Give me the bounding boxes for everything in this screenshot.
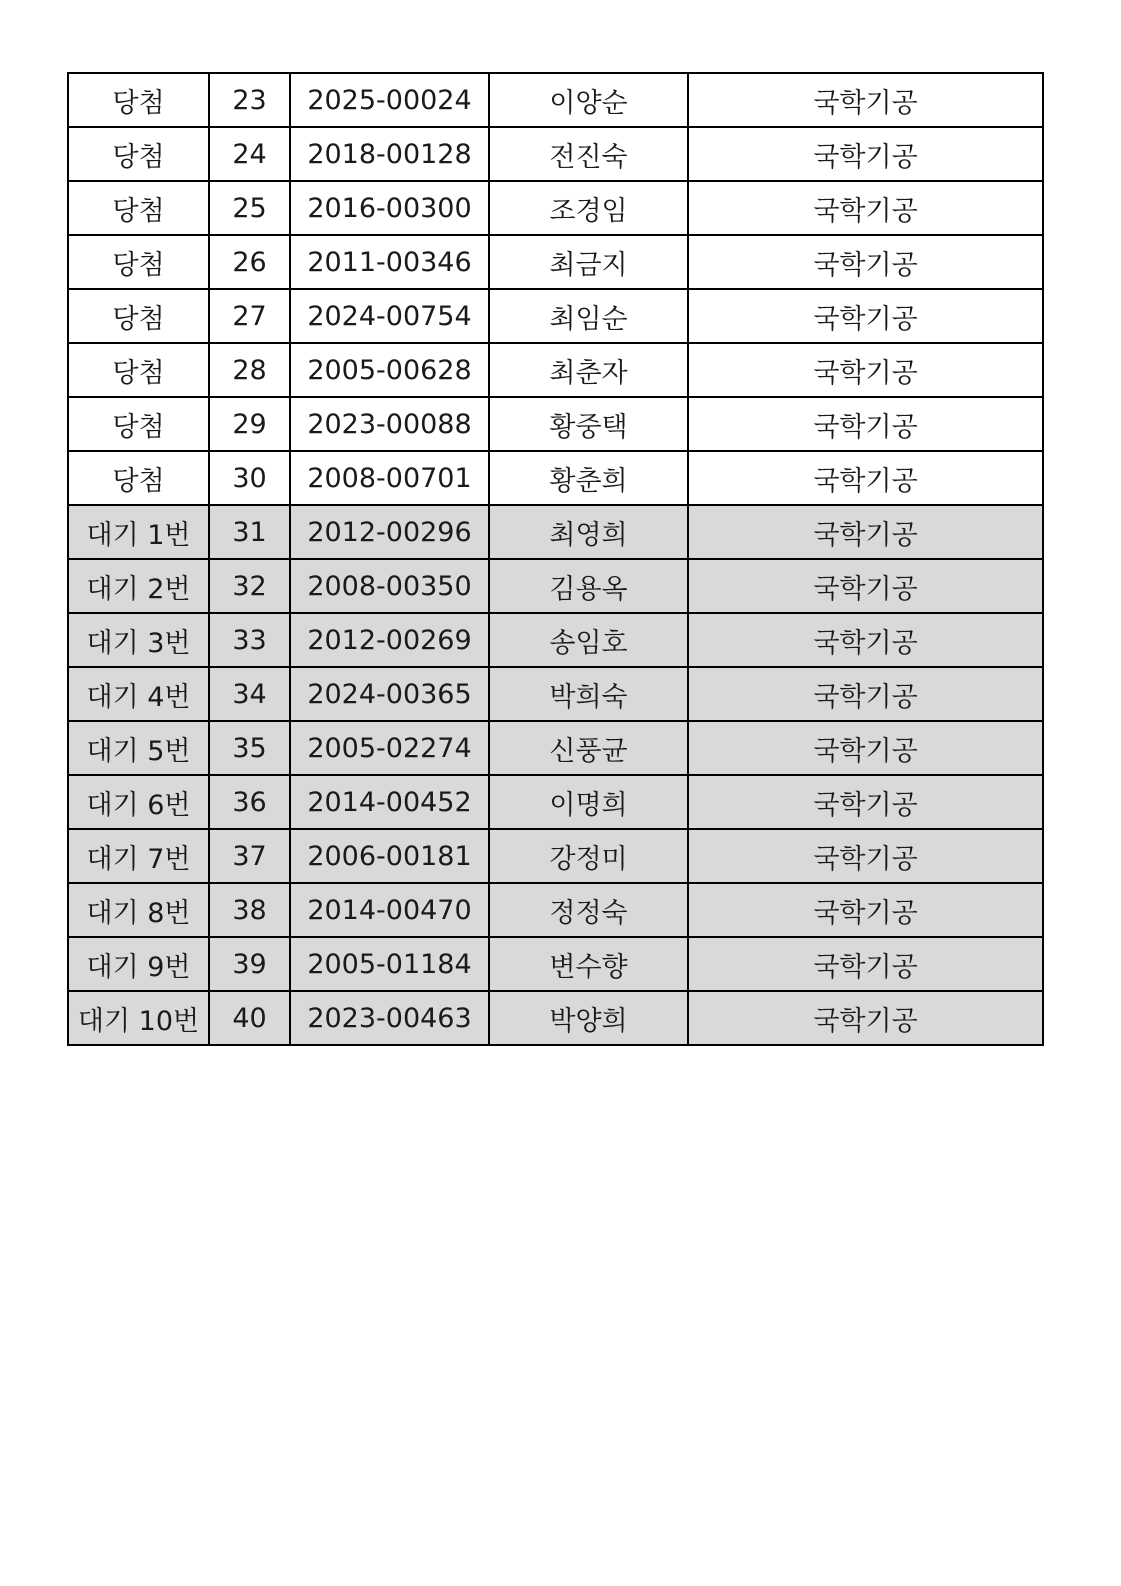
- number-cell: 31: [209, 505, 290, 559]
- waitlist-row: [68, 991, 1043, 1045]
- name-cell: 김용옥: [489, 559, 688, 613]
- class-cell: 국학기공: [688, 505, 1043, 559]
- class-cell: 국학기공: [688, 829, 1043, 883]
- status-cell: 당첨: [68, 289, 209, 343]
- status-cell: 대기 4번: [68, 667, 209, 721]
- number-cell: 37: [209, 829, 290, 883]
- waitlist-row: [68, 883, 1043, 937]
- number-cell: 39: [209, 937, 290, 991]
- status-cell: 대기 8번: [68, 883, 209, 937]
- number-cell: 27: [209, 289, 290, 343]
- status-cell: 대기 2번: [68, 559, 209, 613]
- number-cell: 26: [209, 235, 290, 289]
- registration-number-cell: 2012-00269: [290, 613, 489, 667]
- waitlist-row: [68, 613, 1043, 667]
- class-cell: 국학기공: [688, 181, 1043, 235]
- number-cell: 34: [209, 667, 290, 721]
- class-cell: 국학기공: [688, 937, 1043, 991]
- registration-number-cell: 2005-00628: [290, 343, 489, 397]
- status-cell: 대기 6번: [68, 775, 209, 829]
- class-cell: 국학기공: [688, 73, 1043, 127]
- class-cell: 국학기공: [688, 667, 1043, 721]
- number-cell: 23: [209, 73, 290, 127]
- registration-number-cell: 2006-00181: [290, 829, 489, 883]
- class-cell: 국학기공: [688, 451, 1043, 505]
- status-cell: 대기 7번: [68, 829, 209, 883]
- class-cell: 국학기공: [688, 343, 1043, 397]
- winner-row: [68, 397, 1043, 451]
- name-cell: 전진숙: [489, 127, 688, 181]
- registration-number-cell: 2025-00024: [290, 73, 489, 127]
- name-cell: 박희숙: [489, 667, 688, 721]
- status-cell: 대기 10번: [68, 991, 209, 1045]
- lottery-result-table-body: [68, 73, 1043, 1045]
- registration-number-cell: 2024-00754: [290, 289, 489, 343]
- status-cell: 당첨: [68, 73, 209, 127]
- number-cell: 32: [209, 559, 290, 613]
- registration-number-cell: 2005-01184: [290, 937, 489, 991]
- status-cell: 당첨: [68, 343, 209, 397]
- name-cell: 송임호: [489, 613, 688, 667]
- name-cell: 조경임: [489, 181, 688, 235]
- waitlist-row: [68, 667, 1043, 721]
- class-cell: 국학기공: [688, 613, 1043, 667]
- class-cell: 국학기공: [688, 127, 1043, 181]
- class-cell: 국학기공: [688, 775, 1043, 829]
- name-cell: 이양순: [489, 73, 688, 127]
- registration-number-cell: 2023-00463: [290, 991, 489, 1045]
- winner-row: [68, 127, 1043, 181]
- waitlist-row: [68, 937, 1043, 991]
- status-cell: 당첨: [68, 451, 209, 505]
- status-cell: 대기 3번: [68, 613, 209, 667]
- class-cell: 국학기공: [688, 397, 1043, 451]
- waitlist-row: [68, 721, 1043, 775]
- name-cell: 최임순: [489, 289, 688, 343]
- registration-number-cell: 2024-00365: [290, 667, 489, 721]
- registration-number-cell: 2016-00300: [290, 181, 489, 235]
- waitlist-row: [68, 829, 1043, 883]
- name-cell: 최춘자: [489, 343, 688, 397]
- name-cell: 황춘희: [489, 451, 688, 505]
- class-cell: 국학기공: [688, 235, 1043, 289]
- number-cell: 35: [209, 721, 290, 775]
- winner-row: [68, 181, 1043, 235]
- status-cell: 당첨: [68, 127, 209, 181]
- name-cell: 변수향: [489, 937, 688, 991]
- winner-row: [68, 73, 1043, 127]
- name-cell: 이명희: [489, 775, 688, 829]
- registration-number-cell: 2008-00350: [290, 559, 489, 613]
- class-cell: 국학기공: [688, 991, 1043, 1045]
- class-cell: 국학기공: [688, 721, 1043, 775]
- waitlist-row: [68, 775, 1043, 829]
- registration-number-cell: 2012-00296: [290, 505, 489, 559]
- waitlist-row: [68, 559, 1043, 613]
- name-cell: 최금지: [489, 235, 688, 289]
- class-cell: 국학기공: [688, 559, 1043, 613]
- class-cell: 국학기공: [688, 883, 1043, 937]
- status-cell: 당첨: [68, 397, 209, 451]
- waitlist-row: [68, 505, 1043, 559]
- winner-row: [68, 343, 1043, 397]
- status-cell: 대기 5번: [68, 721, 209, 775]
- number-cell: 33: [209, 613, 290, 667]
- class-cell: 국학기공: [688, 289, 1043, 343]
- status-cell: 대기 9번: [68, 937, 209, 991]
- number-cell: 24: [209, 127, 290, 181]
- number-cell: 36: [209, 775, 290, 829]
- registration-number-cell: 2014-00452: [290, 775, 489, 829]
- registration-number-cell: 2011-00346: [290, 235, 489, 289]
- name-cell: 강정미: [489, 829, 688, 883]
- registration-number-cell: 2018-00128: [290, 127, 489, 181]
- registration-number-cell: 2014-00470: [290, 883, 489, 937]
- status-cell: 당첨: [68, 235, 209, 289]
- number-cell: 29: [209, 397, 290, 451]
- winner-row: [68, 235, 1043, 289]
- name-cell: 박양희: [489, 991, 688, 1045]
- winner-row: [68, 289, 1043, 343]
- registration-number-cell: 2008-00701: [290, 451, 489, 505]
- name-cell: 황중택: [489, 397, 688, 451]
- registration-number-cell: 2005-02274: [290, 721, 489, 775]
- number-cell: 38: [209, 883, 290, 937]
- name-cell: 신풍균: [489, 721, 688, 775]
- number-cell: 25: [209, 181, 290, 235]
- lottery-result-table: [67, 72, 1044, 1046]
- number-cell: 28: [209, 343, 290, 397]
- registration-number-cell: 2023-00088: [290, 397, 489, 451]
- number-cell: 40: [209, 991, 290, 1045]
- status-cell: 당첨: [68, 181, 209, 235]
- winner-row: [68, 451, 1043, 505]
- number-cell: 30: [209, 451, 290, 505]
- name-cell: 최영희: [489, 505, 688, 559]
- status-cell: 대기 1번: [68, 505, 209, 559]
- name-cell: 정정숙: [489, 883, 688, 937]
